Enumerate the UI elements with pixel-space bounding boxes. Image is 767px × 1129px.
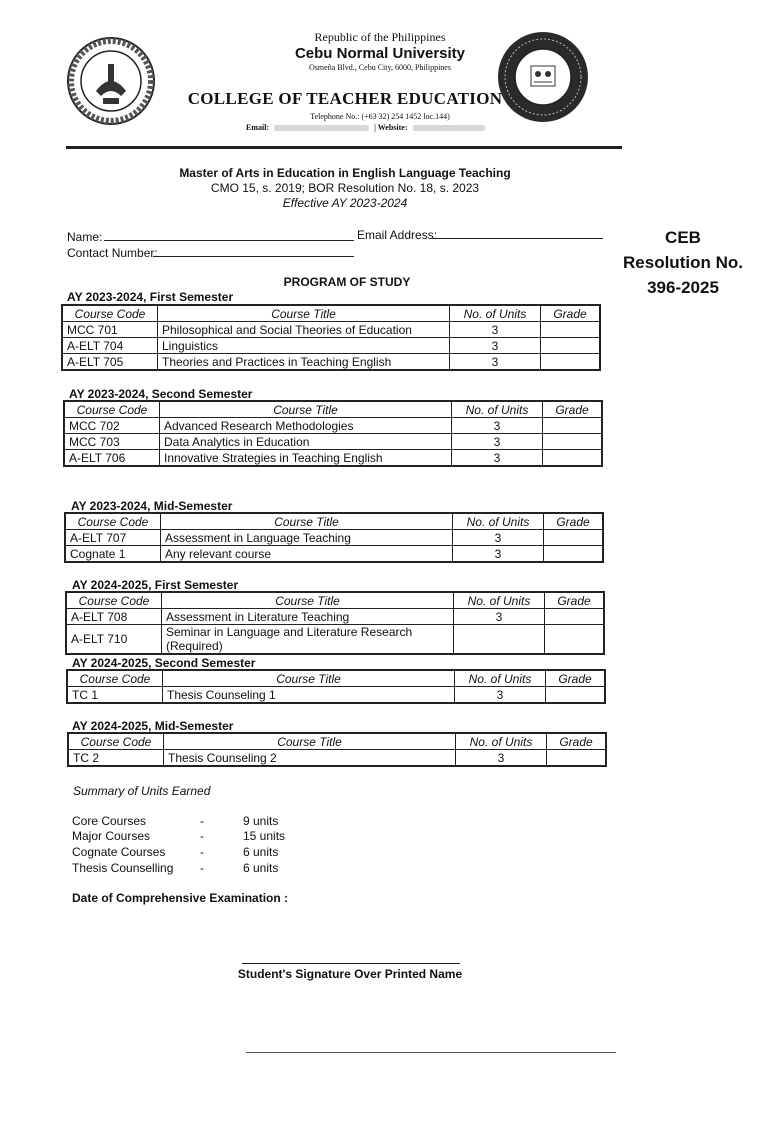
redacted-website bbox=[413, 125, 485, 131]
col-header-grade: Grade bbox=[547, 733, 607, 750]
col-header-code: Course Code bbox=[66, 592, 162, 609]
col-header-grade: Grade bbox=[541, 305, 601, 322]
col-header-title: Course Title bbox=[164, 733, 456, 750]
grade-cell[interactable] bbox=[543, 418, 603, 434]
table-row bbox=[62, 354, 600, 371]
summary-dash: - bbox=[200, 845, 204, 859]
summary-label: Major Courses bbox=[72, 829, 151, 843]
course-units: 3 bbox=[452, 418, 543, 434]
course-units: 3 bbox=[456, 750, 547, 767]
email-address-label: Email Address: bbox=[357, 228, 438, 242]
grade-cell[interactable] bbox=[545, 625, 605, 655]
grade-cell[interactable] bbox=[544, 530, 604, 546]
program-title: Master of Arts in Education in English Language Teaching bbox=[179, 166, 511, 180]
grade-cell[interactable] bbox=[544, 546, 604, 563]
ceb-note-line-2: Resolution No. bbox=[623, 253, 743, 272]
table-header-row bbox=[65, 513, 603, 530]
course-units: 3 bbox=[453, 530, 544, 546]
university-name: Cebu Normal University bbox=[294, 45, 466, 62]
course-code: A-ELT 704 bbox=[62, 338, 158, 354]
email-label: Email: bbox=[246, 123, 270, 132]
table-row bbox=[65, 530, 603, 546]
grade-cell[interactable] bbox=[543, 450, 603, 467]
course-title: Any relevant course bbox=[161, 546, 453, 563]
table-row bbox=[64, 434, 602, 450]
col-header-units: No. of Units bbox=[456, 733, 547, 750]
course-code: A-ELT 707 bbox=[65, 530, 161, 546]
course-table bbox=[67, 732, 607, 767]
table-row bbox=[67, 687, 605, 704]
course-code: A-ELT 710 bbox=[66, 625, 162, 655]
col-header-title: Course Title bbox=[160, 401, 452, 418]
course-title: Philosophical and Social Theories of Education bbox=[158, 322, 450, 338]
footer-divider bbox=[246, 1052, 616, 1053]
grade-cell[interactable] bbox=[543, 434, 603, 450]
summary-title: Summary of Units Earned bbox=[73, 784, 211, 798]
course-code: MCC 701 bbox=[62, 322, 158, 338]
course-title: Seminar in Language and Literature Research (Required) bbox=[162, 625, 454, 655]
course-table bbox=[61, 304, 601, 371]
table-row bbox=[66, 625, 604, 655]
grade-cell[interactable] bbox=[541, 354, 601, 371]
col-header-units: No. of Units bbox=[455, 670, 546, 687]
col-header-grade: Grade bbox=[546, 670, 606, 687]
program-of-study-heading: PROGRAM OF STUDY bbox=[283, 275, 411, 289]
table-row bbox=[68, 750, 606, 767]
col-header-title: Course Title bbox=[158, 305, 450, 322]
table-row bbox=[64, 418, 602, 434]
semester-title: AY 2023-2024, Mid-Semester bbox=[71, 499, 233, 513]
program-cmo: CMO 15, s. 2019; BOR Resolution No. 18, s. 2023 bbox=[210, 181, 480, 195]
semester-title: AY 2024-2025, Mid-Semester bbox=[72, 719, 234, 733]
grade-cell[interactable] bbox=[547, 750, 607, 767]
semester-title: AY 2024-2025, Second Semester bbox=[72, 656, 256, 670]
course-units: 3 bbox=[455, 687, 546, 704]
contact-number-field[interactable] bbox=[153, 256, 354, 257]
course-code: MCC 703 bbox=[64, 434, 160, 450]
col-header-title: Course Title bbox=[162, 592, 454, 609]
signature-line[interactable] bbox=[242, 963, 460, 964]
course-title: Assessment in Literature Teaching bbox=[162, 609, 454, 625]
course-title: Linguistics bbox=[158, 338, 450, 354]
course-table bbox=[66, 669, 606, 704]
col-header-code: Course Code bbox=[65, 513, 161, 530]
course-title: Thesis Counseling 1 bbox=[163, 687, 455, 704]
course-units: 3 bbox=[454, 609, 545, 625]
ceb-note-line-3: 396-2025 bbox=[647, 278, 719, 297]
course-units: 3 bbox=[450, 354, 541, 371]
course-units bbox=[454, 625, 545, 655]
summary-dash: - bbox=[200, 829, 204, 843]
semester-title: AY 2024-2025, First Semester bbox=[72, 578, 239, 592]
header-divider bbox=[66, 146, 622, 149]
col-header-code: Course Code bbox=[68, 733, 164, 750]
table-header-row bbox=[66, 592, 604, 609]
course-table bbox=[63, 400, 603, 467]
contact-line bbox=[246, 123, 488, 132]
course-title: Advanced Research Methodologies bbox=[160, 418, 452, 434]
summary-dash: - bbox=[200, 861, 204, 875]
university-address: Osmeña Blvd., Cebu City, 6000, Philippines bbox=[309, 63, 451, 72]
grade-cell[interactable] bbox=[541, 322, 601, 338]
course-units: 3 bbox=[450, 338, 541, 354]
university-seal-logo bbox=[66, 36, 156, 126]
grade-cell[interactable] bbox=[546, 687, 606, 704]
table-row bbox=[66, 609, 604, 625]
signature-label: Student's Signature Over Printed Name bbox=[237, 967, 463, 981]
summary-dash: - bbox=[200, 814, 204, 828]
table-row bbox=[65, 546, 603, 563]
summary-value: 15 units bbox=[243, 829, 286, 843]
grade-cell[interactable] bbox=[545, 609, 605, 625]
col-header-code: Course Code bbox=[64, 401, 160, 418]
course-title: Thesis Counseling 2 bbox=[164, 750, 456, 767]
col-header-units: No. of Units bbox=[452, 401, 543, 418]
course-title: Data Analytics in Education bbox=[160, 434, 452, 450]
col-header-grade: Grade bbox=[544, 513, 604, 530]
summary-value: 9 units bbox=[243, 814, 279, 828]
ceb-resolution-note bbox=[606, 225, 760, 300]
grade-cell[interactable] bbox=[541, 338, 601, 354]
col-header-title: Course Title bbox=[163, 670, 455, 687]
college-name: COLLEGE OF TEACHER EDUCATION bbox=[187, 89, 503, 108]
course-code: A-ELT 705 bbox=[62, 354, 158, 371]
col-header-grade: Grade bbox=[543, 401, 603, 418]
course-table bbox=[65, 591, 605, 655]
table-row bbox=[62, 338, 600, 354]
course-title: Innovative Strategies in Teaching English bbox=[160, 450, 452, 467]
course-code: A-ELT 708 bbox=[66, 609, 162, 625]
republic-text: Republic of the Philippines bbox=[314, 30, 446, 44]
course-code: TC 2 bbox=[68, 750, 164, 767]
ceb-note-line-1: CEB bbox=[665, 228, 701, 247]
course-units: 3 bbox=[450, 322, 541, 338]
col-header-grade: Grade bbox=[545, 592, 605, 609]
col-header-code: Course Code bbox=[67, 670, 163, 687]
col-header-units: No. of Units bbox=[454, 592, 545, 609]
contact-number-label: Contact Number: bbox=[67, 246, 158, 260]
summary-label: Thesis Counselling bbox=[72, 861, 174, 875]
summary-label: Cognate Courses bbox=[72, 845, 166, 859]
summary-label: Core Courses bbox=[72, 814, 147, 828]
table-row bbox=[64, 450, 602, 467]
telephone-text: Telephone No.: (+63 32) 254 1452 loc.144) bbox=[310, 112, 450, 121]
email-address-field[interactable] bbox=[430, 238, 603, 239]
summary-value: 6 units bbox=[243, 861, 279, 875]
course-table bbox=[64, 512, 604, 563]
semester-title: AY 2023-2024, First Semester bbox=[67, 290, 234, 304]
course-code: Cognate 1 bbox=[65, 546, 161, 563]
course-title: Theories and Practices in Teaching English bbox=[158, 354, 450, 371]
course-units: 3 bbox=[453, 546, 544, 563]
course-code: A-ELT 706 bbox=[64, 450, 160, 467]
summary-value: 6 units bbox=[243, 845, 279, 859]
redacted-email bbox=[274, 125, 369, 131]
col-header-units: No. of Units bbox=[450, 305, 541, 322]
col-header-title: Course Title bbox=[161, 513, 453, 530]
course-code: MCC 702 bbox=[64, 418, 160, 434]
table-header-row bbox=[64, 401, 602, 418]
program-effective: Effective AY 2023-2024 bbox=[282, 196, 408, 210]
website-label: | Website: bbox=[374, 123, 408, 132]
table-row bbox=[62, 322, 600, 338]
course-title: Assessment in Language Teaching bbox=[161, 530, 453, 546]
table-header-row bbox=[68, 733, 606, 750]
name-label: Name: bbox=[67, 230, 103, 244]
table-header-row bbox=[62, 305, 600, 322]
semester-title: AY 2023-2024, Second Semester bbox=[69, 387, 253, 401]
comprehensive-exam-label: Date of Comprehensive Examination : bbox=[72, 891, 289, 905]
col-header-units: No. of Units bbox=[453, 513, 544, 530]
course-code: TC 1 bbox=[67, 687, 163, 704]
course-units: 3 bbox=[452, 434, 543, 450]
col-header-code: Course Code bbox=[62, 305, 158, 322]
table-header-row bbox=[67, 670, 605, 687]
name-field[interactable] bbox=[104, 240, 354, 241]
course-units: 3 bbox=[452, 450, 543, 467]
